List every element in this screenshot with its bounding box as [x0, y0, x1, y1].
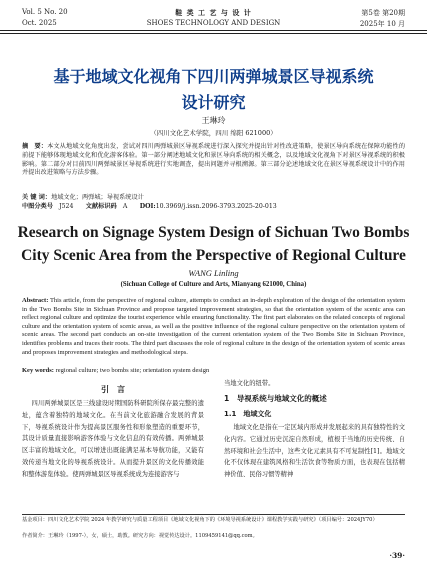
- doc-code-label: 文献标识码: [85, 203, 117, 210]
- section-1-1-paragraph: 地域文化是指在一定区域内形成并发展起来的具有独特性的文化内容。它通过历史沉淀自然形成，植根于当地的历史传统、自然环境和社会生活中，这些文化元素具有不可复制性[1]。地域文化不仅体现在建筑风格和生活饮食等物质方面，也表现在包括精神价值、民俗习惯等精神: [224, 424, 405, 479]
- header-rule-thick: [0, 30, 427, 31]
- intro-heading: 引 言: [101, 385, 125, 394]
- title-cn-line2: 设计研究: [181, 93, 246, 112]
- header-issue: 第5卷 第20期: [361, 9, 405, 17]
- section-1-1-heading: 1.1 地域文化: [224, 410, 272, 418]
- affiliation-cn: （四川文化艺术学院，四川 绵阳 621000）: [150, 129, 277, 137]
- keywords-cn-label: 关 键 词：: [22, 194, 52, 201]
- footnote-fund: 基金项目：四川文化艺术学院 2024 年教学研究与质量工程项目《地域文化视角下的《环境导视系统设计》课程教学实践与研究》（项目编号：2024JY70）: [22, 517, 378, 523]
- keywords-cn: [22, 194, 405, 203]
- meta-cn: [22, 203, 405, 212]
- abstract-en-label: Abstract:: [22, 297, 49, 304]
- keywords-en-label: Key words:: [22, 367, 54, 374]
- author-en: WANG Linling: [188, 268, 239, 278]
- doi-label: DOI:: [139, 203, 156, 210]
- intro-paragraph: 四川两弹城景区是三线建设时期国防科研院所保存最完整的遗址，蕴含着独特的地域文化。在当前文化旅游融合发展的背景下，导视系统设计作为提高景区服务性和形象塑造的重要环节，其设计质量直接影响游客体验与文化信息的有效传播。两弹城景区丰富的地域文化，可以增进出既能满足基本导航功能，又能有效传递当地文化的导视系统设计。从而提升景区的文化传播效能和整体游览体验。使两弹城景区导视系统成为连接游客与: [22, 400, 204, 478]
- keywords-en-text: regional culture; two bombs site; orientation system design: [55, 367, 210, 374]
- abstract-en-text: This article, from the perspective of regional culture, attempts to conduct an in-depth exploration of the design of the orientation system in the Two Bombs Site in Sichuan Province and propose targeted improvement strategies, so that the orientation system of the scenic area can reflect regional culture and optimize the tourist experience while ensuring functionality. The first part elaborates on the related concepts of regional culture and the orientation system of scenic areas, as well as the positive influence of the regional culture perspective on the orientation system of scenic areas. The second part conducts an on-site investigation of the current orientation system of the Two Bombs Site in Sichuan Province, identifies problems and traces their roots. The third part discusses the role of regional culture in the design of the orientation system of scenic areas and proposes improvement strategies and methodological steps.: [22, 297, 405, 356]
- title-cn-line1: 基于地域文化视角下四川两弹城景区导视系统: [53, 67, 374, 86]
- footnote-author: 作者简介：王琳玲（1997-），女，硕士，助教。研究方向：视觉传达设计。1109459141@qq.com。: [22, 533, 258, 539]
- section-1-heading: 1 导视系统与地域文化的概述: [224, 394, 327, 403]
- doc-code-value: A: [122, 203, 128, 210]
- page-number: ·39·: [389, 551, 405, 560]
- keywords-cn-text: 地域文化；两弹城；导视系统设计: [51, 194, 144, 201]
- header-date-cn: 2025年 10 月: [359, 20, 405, 28]
- doi-value: 10.3969/j.issn.2096-3793.2025-20-013: [155, 203, 277, 210]
- abstract-en: [22, 297, 405, 357]
- keywords-en: [22, 367, 405, 376]
- header-rule-thin: [0, 33, 427, 34]
- abstract-cn: [22, 143, 405, 178]
- clc-value: J524: [59, 203, 74, 210]
- footnote-rule: [22, 514, 405, 515]
- clc-label: 中图分类号: [22, 203, 53, 210]
- title-en-line2: City Scenic Area from the Perspective of Regional Culture: [21, 247, 406, 264]
- header-journal-en: SHOES TECHNOLOGY AND DESIGN: [146, 19, 281, 27]
- author-cn: 王琳玲: [201, 116, 226, 125]
- abstract-cn-text: 本文从地域文化角度出发，尝试对四川两弹城景区导视系统进行深入探究并提出针对性改进策略，使景区导向系统在保障功能性的前提下能够体现地域文化和优化游客体验。第一部分阐述地域文化和景区导向系统的相关概念，以及地域文化视角下对景区导视系统的积极影响。第二部分对目前四川两弹城景区导视系统进行实地调查，提出问题并寻根溯源。第三部分论述地域文化在景区导视系统设计中的作用并提出改进策略与方法步骤。: [22, 143, 406, 177]
- header-date: Oct. 2025: [22, 19, 57, 27]
- affiliation-en: (Sichuan College of Culture and Arts, Mianyang 621000, China): [120, 281, 307, 288]
- title-en-line1: Research on Signage System Design of Sichuan Two Bombs: [17, 224, 410, 241]
- header-volume: Vol. 5 No. 20: [22, 8, 68, 16]
- header-journal-cn: 鞋 类 工 艺 与 设 计: [175, 8, 252, 17]
- intro-paragraph-end: 当地文化的纽带。: [224, 380, 275, 387]
- abstract-cn-label: 摘 要：: [22, 143, 48, 150]
